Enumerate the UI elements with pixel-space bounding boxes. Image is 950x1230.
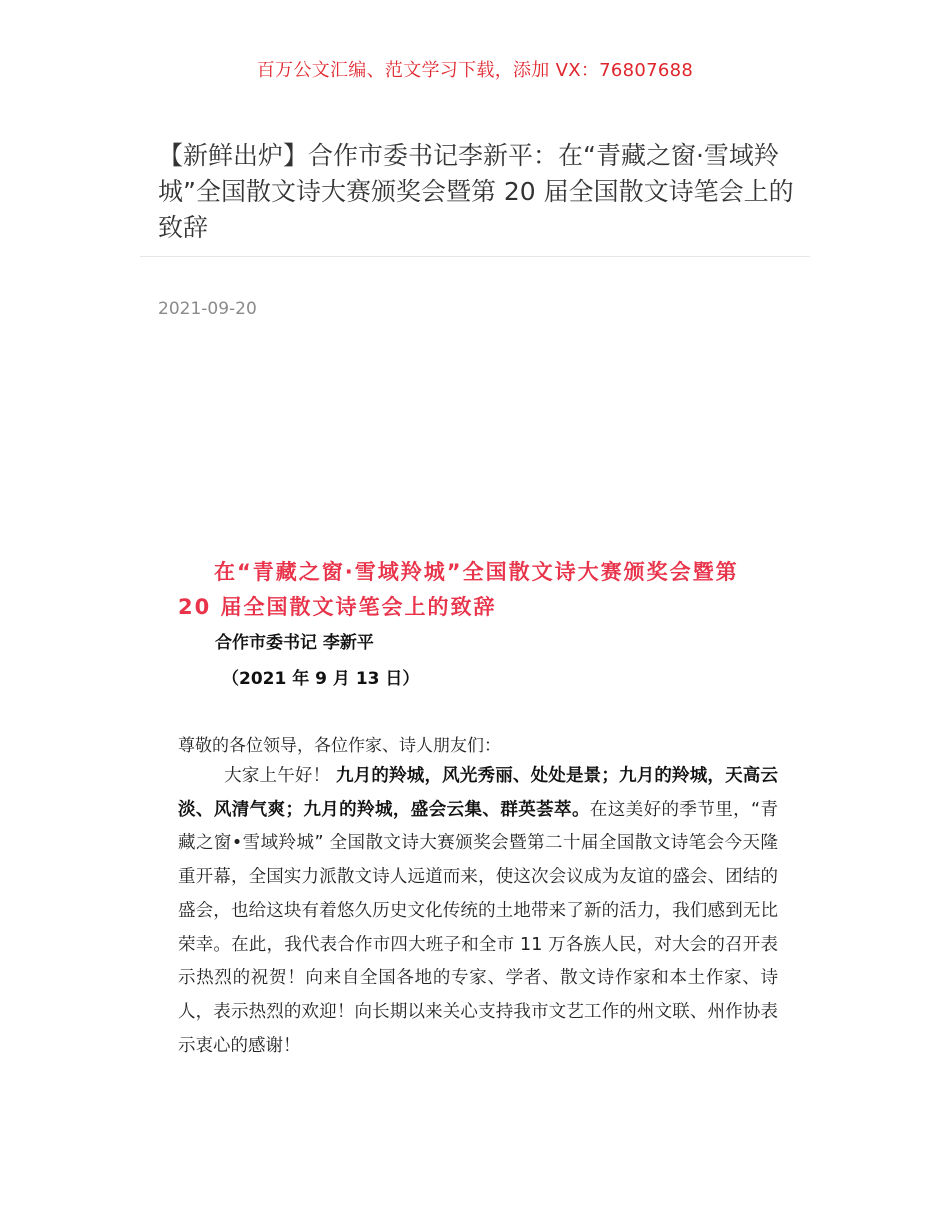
speech-heading-text: 在“青藏之窗·雪域羚城”全国散文诗大赛颁奖会暨第 20 届全国散文诗笔会上的致辞 <box>178 560 739 619</box>
promo-banner: 百万公文汇编、范文学习下载，添加 VX：76807688 <box>256 60 694 81</box>
speaker-line: 合作市委书记 李新平 <box>215 633 374 653</box>
article-title: 【新鲜出炉】合作市委书记李新平：在“青藏之窗·雪域羚城”全国散文诗大赛颁奖会暨第 20 届全国散文诗笔会上的致辞 <box>158 141 794 242</box>
greeting-text: 大家上午好！ <box>224 766 331 786</box>
speech-heading <box>178 555 778 625</box>
body-text: 在这美好的季节里，“青藏之窗•雪域羚城” 全国散文诗大赛颁奖会暨第二十届全国散文诗笔会今天隆重开幕，全国实力派散文诗人远道而来，使这次会议成为友谊的盛会、团结的盛会，也给这块有着悠久历史文化传统的土地带来了新的活力，我们感到无比荣幸。在此，我代表合作市四大班子和全市 11 万各族人民，对大会的召开表示热烈的祝贺！向来自全国各地的专家、学者、散文诗作家和本土作家、诗人，表示热烈的欢迎！向长期以来关心支持我市文艺工作的州文联、州作协表示衷心的感谢！ <box>178 799 778 1056</box>
body-paragraph <box>178 760 778 1063</box>
salutation: 尊敬的各位领导，各位作家、诗人朋友们： <box>178 736 501 756</box>
publish-date: 2021-09-20 <box>158 299 257 319</box>
bold-emphasis-text: 九月的羚城，风光秀丽、处处是景；九月的羚城，天高云淡、风清气爽；九月的羚城，盛会云集、群英荟萃。 <box>178 766 778 820</box>
title-divider <box>140 256 810 257</box>
speech-date: （2021 年 9 月 13 日） <box>222 669 420 689</box>
